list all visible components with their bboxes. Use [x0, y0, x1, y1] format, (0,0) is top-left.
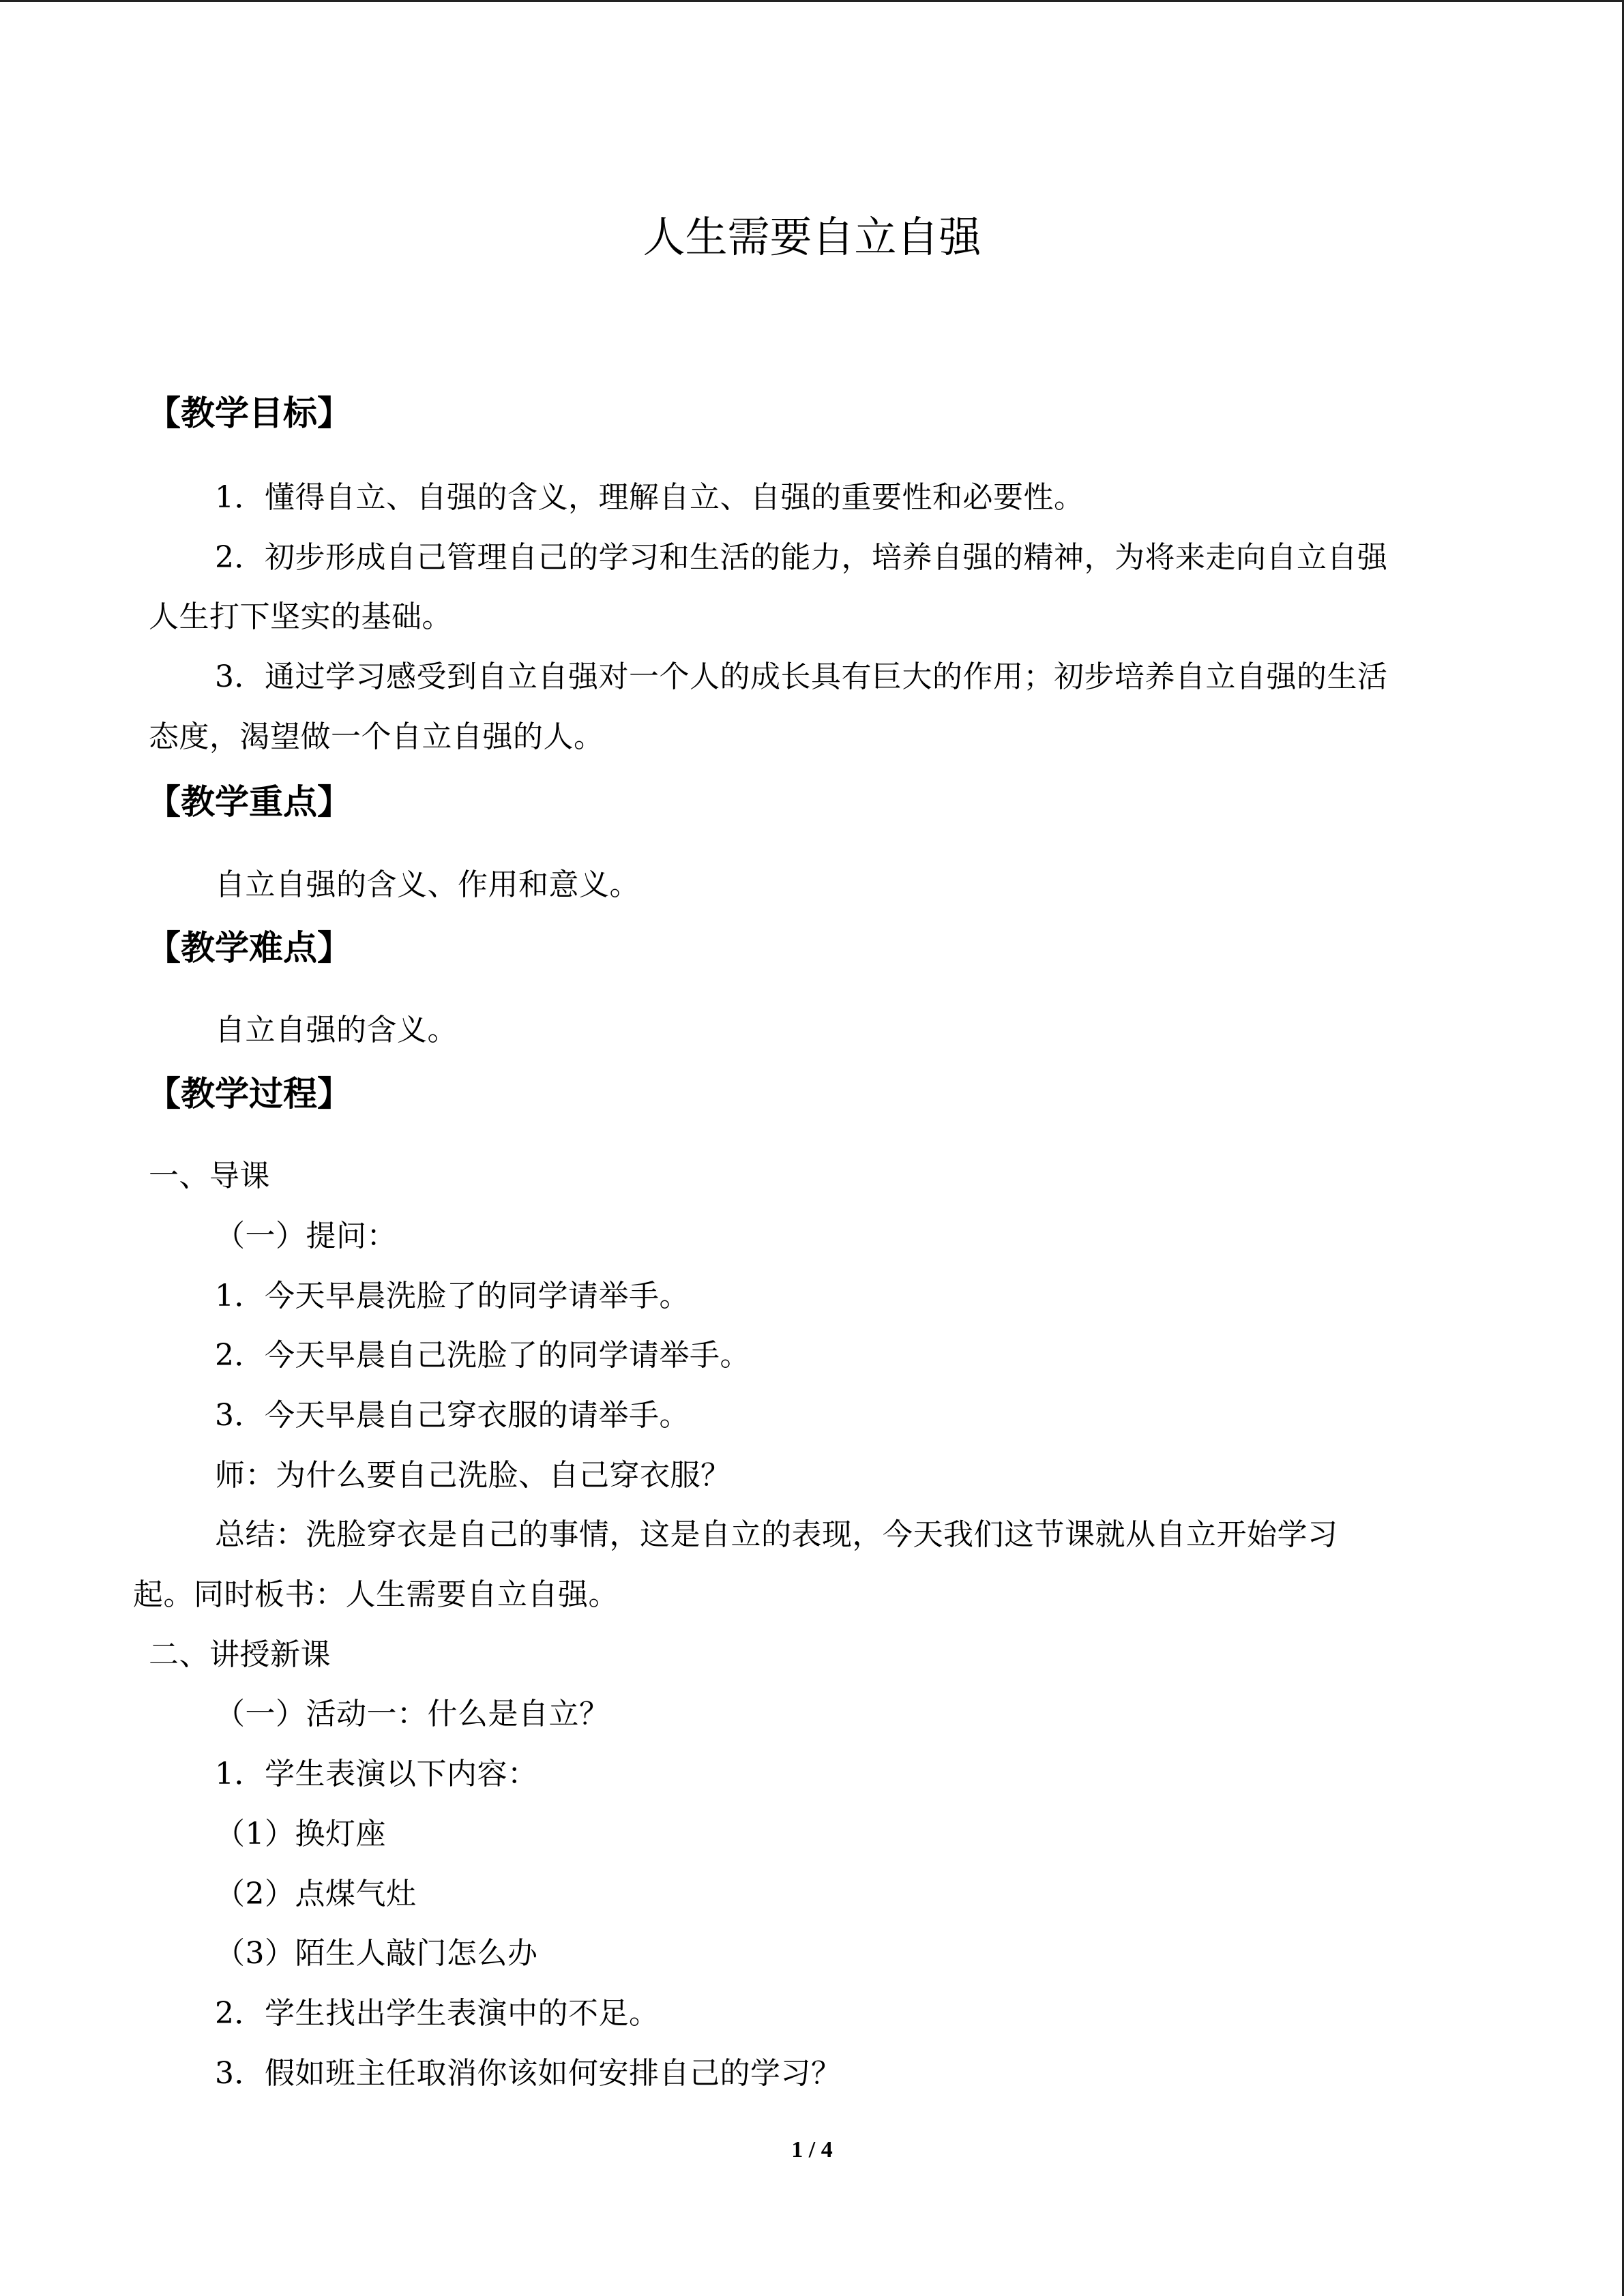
- process-line: （2）点煤气灶: [215, 1877, 417, 1911]
- process-line: 2．今天早晨自己洗脸了的同学请举手。: [215, 1338, 750, 1373]
- difficulty-line-1: 自立自强的含义。: [215, 1013, 458, 1047]
- process-line: 2．学生找出学生表演中的不足。: [215, 1996, 660, 2031]
- section-heading-objectives: 【教学目标】: [147, 393, 351, 433]
- process-line: （3）陌生人敲门怎么办: [215, 1936, 538, 1971]
- section-heading-process: 【教学过程】: [147, 1074, 351, 1114]
- process-line-cont: 起。同时板书：人生需要自立自强。: [133, 1577, 619, 1612]
- process-line: 总结：洗脸穿衣是自己的事情，这是自立的表现，今天我们这节课就从自立开始学习: [215, 1517, 1338, 1552]
- process-line: 师：为什么要自己洗脸、自己穿衣服？: [215, 1458, 731, 1493]
- process-line: 3．假如班主任取消你该如何安排自己的学习？: [215, 2056, 842, 2091]
- process-line: （一）活动一：什么是自立？: [215, 1697, 610, 1731]
- process-line: 1．今天早晨洗脸了的同学请举手。: [215, 1279, 690, 1313]
- page-number: 1 / 4: [791, 2137, 833, 2162]
- section-heading-key-points: 【教学重点】: [147, 782, 351, 822]
- process-part-two-title: 二、讲授新课: [149, 1637, 331, 1672]
- objective-line-3-cont: 态度，渴望做一个自立自强的人。: [149, 719, 604, 754]
- process-line: 1．学生表演以下内容：: [215, 1757, 538, 1791]
- objective-line-1: 1．懂得自立、自强的含义，理解自立、自强的重要性和必要性。: [215, 480, 1084, 515]
- process-line: （一）提问：: [215, 1219, 397, 1253]
- document-title: 人生需要自立自强: [643, 212, 981, 262]
- process-part-one-title: 一、导课: [149, 1159, 270, 1193]
- key-point-line-1: 自立自强的含义、作用和意义。: [215, 867, 640, 902]
- process-line: （1）换灯座: [215, 1817, 386, 1851]
- section-heading-difficulties: 【教学难点】: [147, 928, 351, 968]
- objective-line-2-cont: 人生打下坚实的基础。: [149, 599, 452, 634]
- objective-line-2: 2．初步形成自己管理自己的学习和生活的能力，培养自强的精神，为将来走向自立自强: [215, 540, 1388, 575]
- objective-line-3: 3．通过学习感受到自立自强对一个人的成长具有巨大的作用；初步培养自立自强的生活: [215, 659, 1388, 694]
- process-line: 3．今天早晨自己穿衣服的请举手。: [215, 1398, 690, 1433]
